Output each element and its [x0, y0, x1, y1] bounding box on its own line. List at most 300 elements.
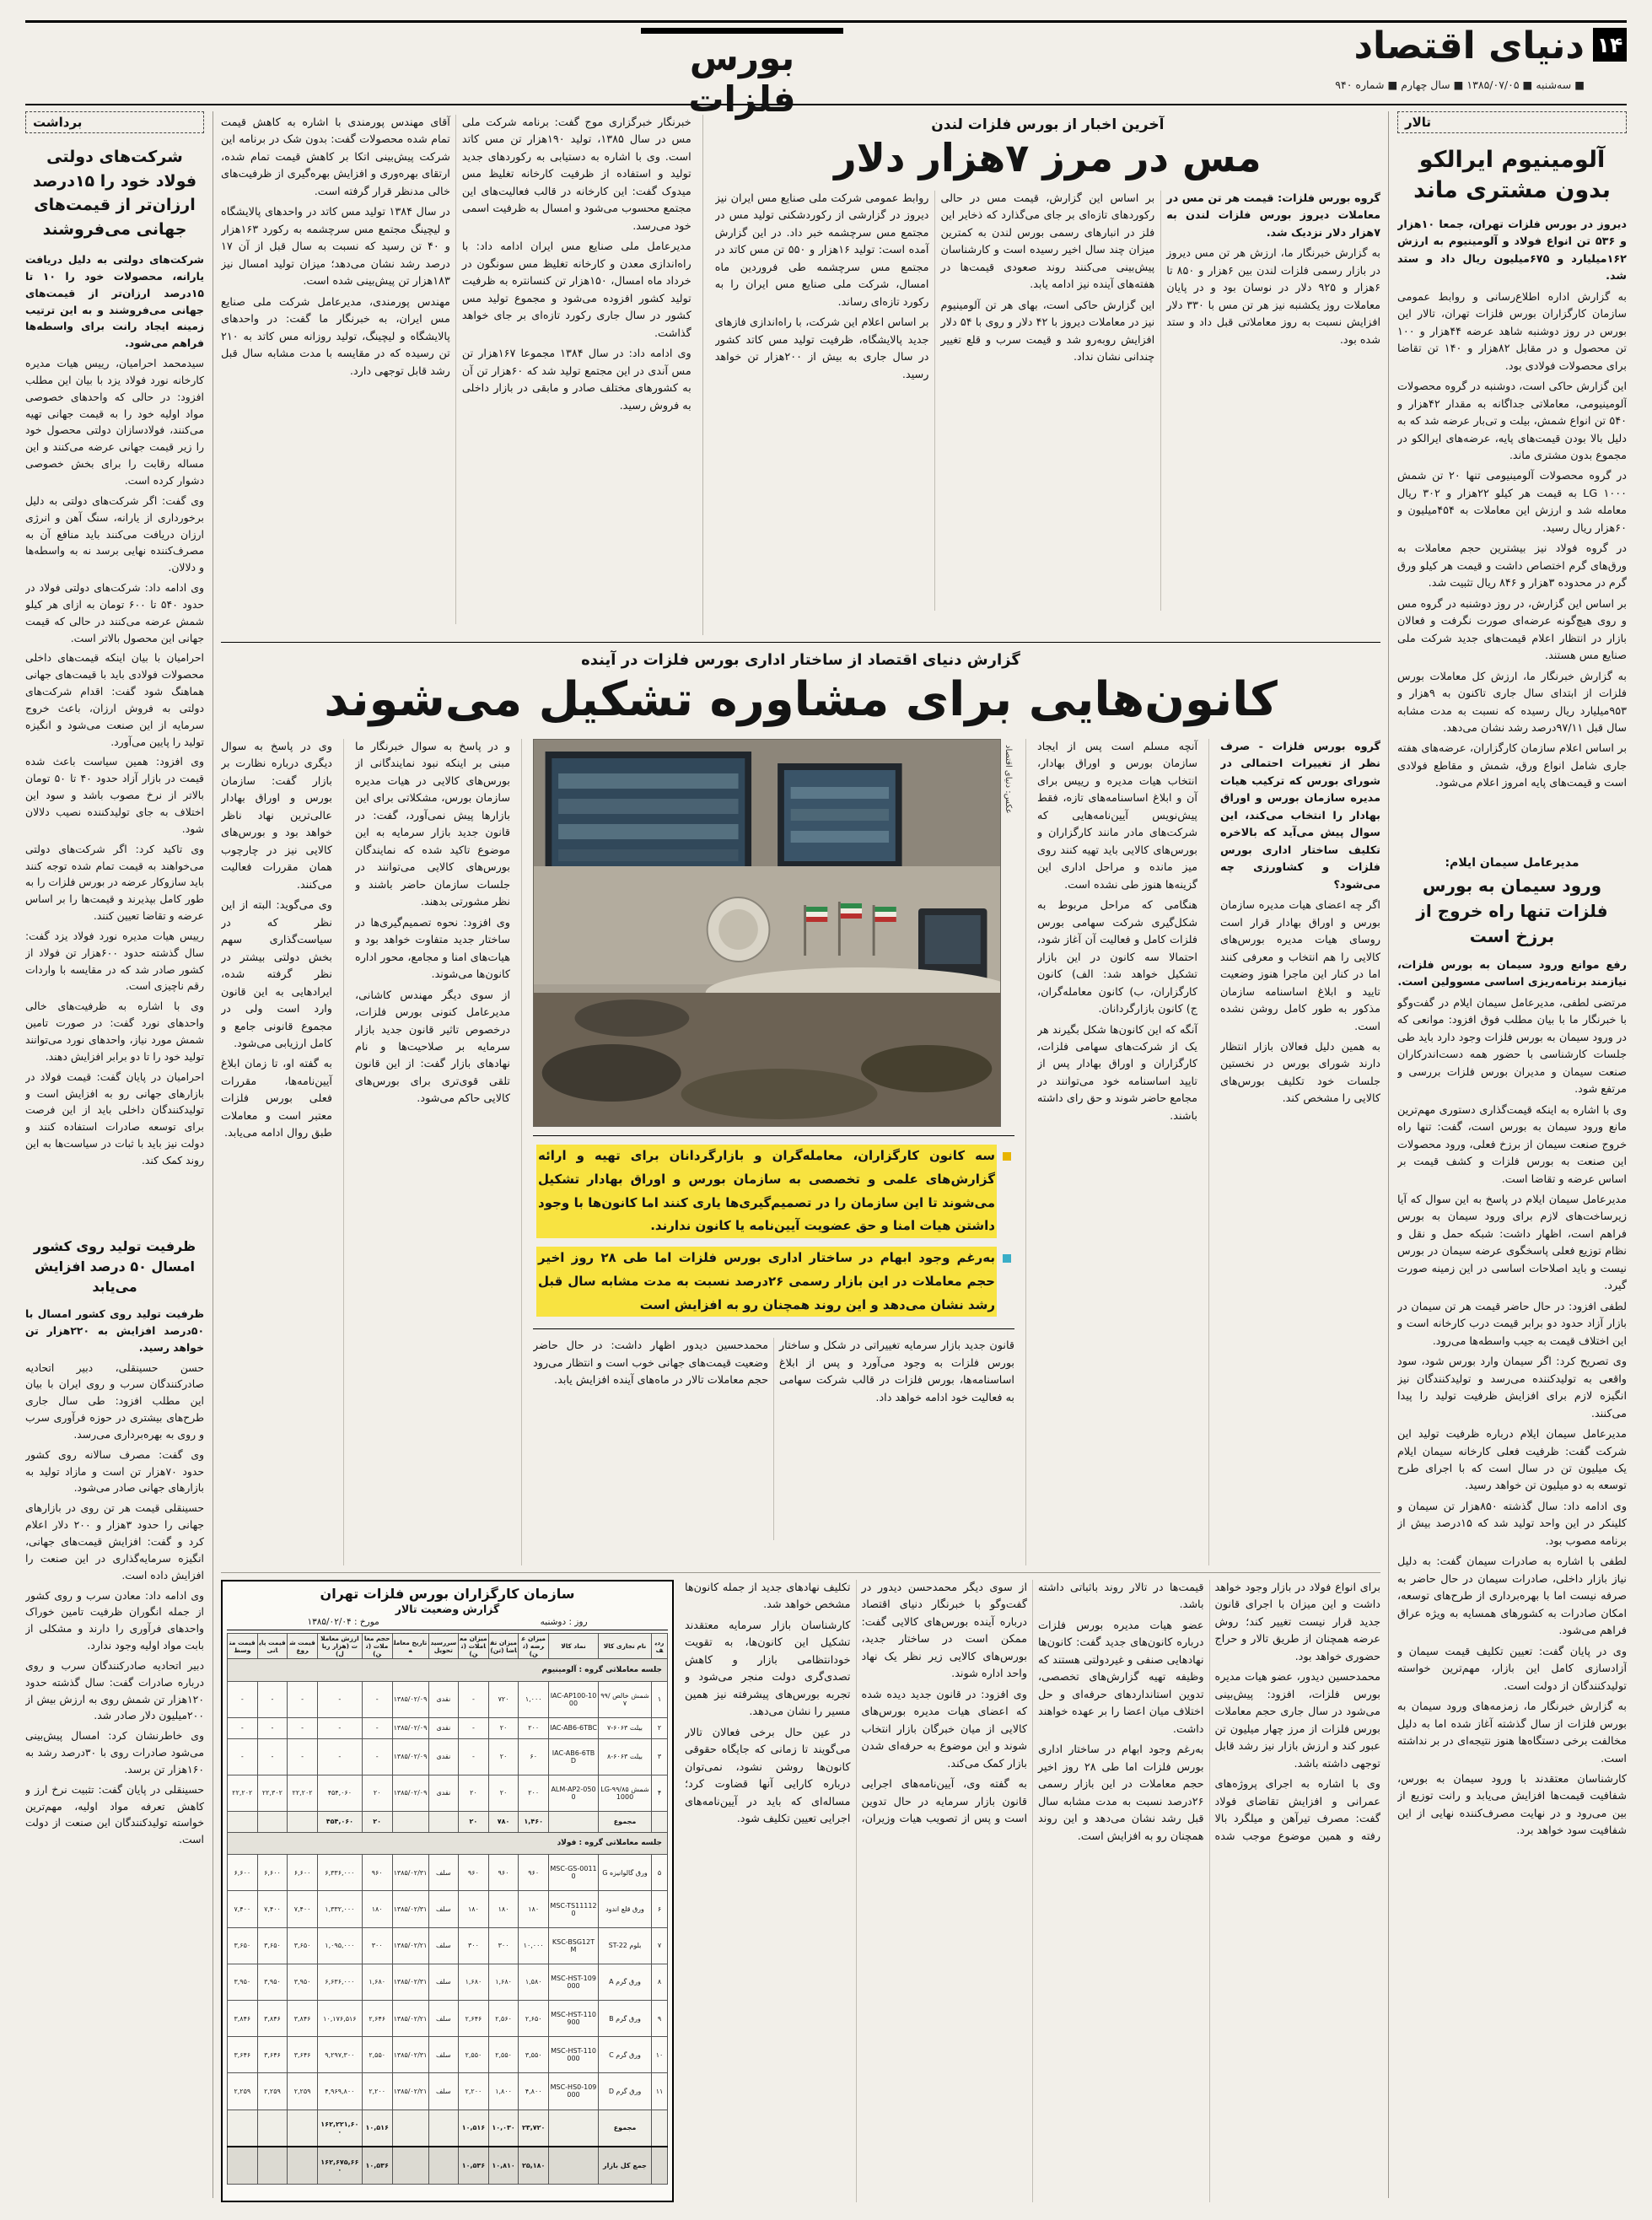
table-cell: جمع کل بازار	[599, 2147, 652, 2184]
kanon-column-2	[1037, 739, 1209, 1565]
column-header: ارزش معاملات (هزار ریال)	[317, 1634, 362, 1659]
column-header: حجم معاملات (تن)	[362, 1634, 392, 1659]
paragraph: احرامیان در پایان گفت: قیمت فولاد در بازارهای جهانی رو به افزایش است و تولیدکنندگان داخلی باید از این فرصت برای توسعه صادرات استفاده کنند و دولت نیز باید با ثبات در سیاست‌ها به این روند کمک کند.	[25, 1070, 204, 1167]
table-cell: ۲۰۰	[519, 1775, 549, 1811]
paragraph: حسینقلی قیمت هر تن روی در بازارهای جهانی را حدود ۳هزار و ۲۰۰ دلار اعلام کرد و گفت: افزایش قیمت‌های جهانی، انگیزه سرمایه‌گذاری در این صنعت را افزایش داده است.	[25, 1501, 204, 1581]
table-cell: ۲۰	[459, 1811, 489, 1832]
table-cell: ورق گرم A	[599, 1964, 652, 2000]
table-cell: -	[362, 1717, 392, 1738]
table-cell: ۶۰	[519, 1738, 549, 1775]
table-cell: ۷۸۰	[488, 1811, 519, 1832]
talar-article2-body	[1397, 957, 1627, 2198]
table-cell: ۱,۶۸۰	[488, 1964, 519, 2000]
table-cell: ۳,۹۵۰	[228, 1964, 258, 2000]
paragraph: وی تاکید کرد: اگر شرکت‌های دولتی می‌خواهند به قیمت تمام شده توجه کنند باید سازوکار عرضه در بورس فلزات را به طور کامل بپذیرند و قیمت‌ها را بر اساس عرضه و تقاضا تعیین کنند.	[25, 842, 204, 923]
table-cell: ۴	[652, 1775, 668, 1811]
table-cell: سلف	[428, 1891, 459, 1927]
table-cell: ۳,۶۵۰	[228, 1927, 258, 1964]
table-cell: ۳,۶۴۶	[288, 2037, 318, 2073]
paragraph: حسن حسینقلی، دبیر اتحادیه صادرکنندگان سرب و روی ایران با بیان این مطلب افزود: طی سال جاری طرح‌های بیشتری در حوزه فرآوری سرب و روی به بهره‌برداری می‌رسد.	[25, 1361, 204, 1441]
table-cell: سلف	[428, 1927, 459, 1964]
paragraph: وی ادامه داد: در سال ۱۳۸۴ مجموعا ۱۶۷هزار تن مس آندی در این مجتمع تولید شد که ۶۰هزار تن آن به کشورهای مختلف صادر و مابقی در بازار داخلی به فروش رسید.	[461, 348, 691, 412]
paragraph: این گزارش حاکی است، بهای هر تن آلومینیوم نیز در معاملات دیروز با ۴۲ دلار و روی با ۵۴ دلار افزایش روبه‌رو شد و قیمت سرب و قلع تغییر چندانی نشان نداد.	[940, 299, 1155, 364]
table-cell	[428, 1811, 459, 1832]
paragraph: وی ادامه داد: معادن سرب و روی کشور از جمله انگوران ظرفیت تامین خوراک واحدهای فرآوری را دارند و مشکلی از بابت مواد اولیه وجود ندارد.	[25, 1588, 204, 1652]
kanon-column-1	[1220, 739, 1380, 1565]
paragraph: ظرفیت تولید روی کشور امسال با ۵۰درصد افزایش به ۲۲۰هزار تن خواهد رسید.	[25, 1307, 204, 1354]
paragraph: بر اساس اعلام این شرکت، با راه‌اندازی فازهای جدید پالایشگاه، ظرفیت تولید مس کاتد کشور در سال جاری به بیش از ۲۰۰هزار تن خواهد رسید.	[714, 316, 929, 381]
table-cell: ۹۶۰	[488, 1855, 519, 1891]
table-cell: ۱۰,۸۱۰	[488, 2147, 519, 2184]
market-table	[227, 1633, 668, 2185]
paragraph: به همین دلیل فعالان بازار انتظار دارند شورای بورس در نخستین جلسات خود تکلیف بورس‌های کالایی را مشخص کند.	[1220, 1040, 1380, 1106]
table-cell	[652, 1811, 668, 1832]
paragraph: این گزارش حاکی است، دوشنبه در گروه محصولات آلومینیومی، معاملاتی جداگانه به مقدار ۴۲هزار و ۵۴۰ تن انواع شمش، بیلت و تی‌بار عرضه شد که به دلیل بالا بودن قیمت‌های پایه، عرضه‌های ایرالکو در مجموع بدون مشتری ماند.	[1397, 380, 1627, 462]
paragraph: قانون جدید بازار سرمایه تغییراتی در شکل و ساختار بورس فلزات به وجود می‌آورد و پس از ابلاغ اساسنامه‌ها، بورس فلزات در قالب شرکت سهامی به فعالیت خود ادامه خواهد داد.	[779, 1339, 1014, 1404]
table-cell: ۲,۶۵۰	[519, 2000, 549, 2036]
table-cell: -	[228, 1738, 258, 1775]
table-cell: ۶,۶۳۶,۰۰۰	[317, 1964, 362, 2000]
bullet-icon	[1003, 1152, 1011, 1161]
table-cell: ۱۰,۵۱۶	[459, 2110, 489, 2147]
table-cell: ۲,۲۰۰	[459, 2073, 489, 2110]
table-cell: ورق گرم C	[599, 2037, 652, 2073]
paragraph: به گزارش خبرنگار ما، ارزش هر تن مس دیروز در بازار رسمی فلزات لندن بین ۶هزار و ۸۵۰ تا ۶هزار و ۹۲۵ دلار در نوسان بود و در پایان معاملات روز یکشنبه نیز هر تن مس با ۳۳۰ دلار افزایش نسبت به روز معاملاتی قبل داد و ستد شده بود.	[1166, 247, 1380, 347]
paragraph: در گروه فولاد نیز بیشترین حجم معاملات به ورق‌های گرم اختصاص داشت و قیمت هر کیلو ورق گرم در محدوده ۳هزار و ۸۴۶ ریال تثبیت شد.	[1397, 542, 1627, 590]
table-row	[228, 2037, 668, 2073]
kanon-column-4	[221, 739, 344, 1565]
table-cell	[428, 2110, 459, 2147]
table-cell: ۱۳۸۵/۰۲/۳۱	[392, 1855, 428, 1891]
group-label: جلسه معاملاتی گروه : آلومینیوم	[228, 1659, 668, 1682]
paragraph: بر اساس اعلام سازمان کارگزاران، عرضه‌های هفته جاری شامل انواع ورق، شمش و مقاطع فولادی است و قیمت‌های پایه امروز اعلام می‌شود.	[1397, 742, 1627, 790]
table-cell: -	[459, 1681, 489, 1717]
market-table-head	[228, 1634, 668, 1659]
table-cell: ۱۸۰	[362, 1891, 392, 1927]
total-row	[228, 1811, 668, 1832]
paragraph: محمدحسین دیدور اظهار داشت: در حال حاضر وضعیت قیمت‌های جهانی خوب است و انتظار می‌رود حجم معاملات تالار در ماه‌های آینده افزایش یابد.	[533, 1339, 768, 1388]
table-cell: -	[257, 1717, 288, 1738]
table-cell: ۷,۴۰۰	[288, 1891, 318, 1927]
table-cell: ۹,۲۹۷,۳۰۰	[317, 2037, 362, 2073]
table-cell: ۲,۶۴۶	[459, 2000, 489, 2036]
paragraph: آنگه که این کانون‌ها شکل بگیرند هر یک از شرکت‌های سهامی فلزات، کارگزاران و اوراق بهادار پس از تایید اساسنامه خود می‌توانند در مجامع حاضر شوند و حق رای داشته باشند.	[1037, 1023, 1197, 1123]
table-cell: ۳۰۰	[362, 1927, 392, 1964]
table-cell: مجموع	[599, 2110, 652, 2147]
table-cell: ۸	[652, 1964, 668, 2000]
table-row	[228, 1681, 668, 1717]
paragraph: آقای مهندس پورمندی با اشاره به کاهش قیمت تمام شده محصولات گفت: بدون شک در برنامه این شرکت پیش‌بینی اتکا بر کاهش قیمت تمام شده، ارتقای بهره‌وری و افزایش بهره‌گیری از ظرفیت‌های خالی مدنظر قرار گرفته است.	[221, 116, 450, 198]
market-table-titles	[227, 1586, 668, 1630]
column-header: سررسید تحویل	[428, 1634, 459, 1659]
table-cell: ۱۸۰	[459, 1891, 489, 1927]
table-cell: -	[228, 1681, 258, 1717]
paragraph: به‌رغم وجود ابهام در ساختار اداری بورس فلزات اما طی ۲۸ روز اخیر حجم معاملات در این بازار رسمی ۲۶درصد نسبت به مدت مشابه سال قبل رشد نشان می‌دهد و این روند همچنان رو به افزایش است.	[1038, 1743, 1204, 1843]
paragraph: دبیر اتحادیه صادرکنندگان سرب و روی درباره صادرات گفت: سال گذشته حدود ۱۲۰هزار تن شمش روی به ارزش بیش از ۲۰۰میلیون دلار صادر شد.	[25, 1658, 204, 1722]
page-number: ۱۴	[1593, 28, 1627, 62]
highlight-paragraph	[536, 1145, 1011, 1238]
table-cell: ۱۳۸۵/۰۲/۳۱	[392, 1891, 428, 1927]
table-cell: مجموع	[599, 1811, 652, 1832]
table-cell: سلف	[428, 2073, 459, 2110]
market-date: مورخ : ۱۳۸۵/۰۲/۰۴	[307, 1617, 379, 1627]
paragraph: گروه بورس فلزات: قیمت هر تن مس در معاملات دیروز بورس فلزات لندن به ۷هزار دلار نزدیک شد.	[1166, 192, 1380, 240]
market-date-row	[227, 1617, 668, 1627]
table-cell	[257, 2147, 288, 2184]
table-cell: ورق قلع اندود	[599, 1891, 652, 1927]
table-cell: ۱۰,۵۱۶	[362, 2110, 392, 2147]
table-cell: ۲۲,۲۰۲	[228, 1775, 258, 1811]
table-cell: بیلت ۶۰۶۳-۸	[599, 1738, 652, 1775]
table-cell: ۲,۵۶۰	[488, 2000, 519, 2036]
table-cell: ۱,۰۹۵,۰۰۰	[317, 1927, 362, 1964]
highlight-box	[533, 1135, 1014, 1329]
column-header: ردیف	[652, 1634, 668, 1659]
table-cell	[392, 2147, 428, 2184]
table-cell: ۳۰۰	[488, 1927, 519, 1964]
total-row	[228, 2110, 668, 2147]
copper-title: مس در مرز ۷هزار دلار	[834, 135, 1262, 181]
table-cell: ۱۳۸۵/۰۲/۲۱	[392, 1927, 428, 1964]
table-cell	[652, 2110, 668, 2147]
table-cell: ۲۵,۱۸۰	[519, 2147, 549, 2184]
table-cell: ۳,۸۴۶	[228, 2000, 258, 2036]
paragraph: وی افزود: نحوه تصمیم‌گیری‌ها در ساختار جدید متفاوت خواهد بود و هیات‌های امنا و مجامع، محور اداره کانون‌ها می‌شوند.	[355, 916, 510, 982]
section-title: بورس فلزات	[641, 28, 843, 120]
paragraph: در سال ۱۳۸۴ تولید مس کاتد در واحدهای پالایشگاه و لیچینگ مجتمع مس سرچشمه به رکورد ۱۶۳هزار و ۴۰ تن رسید که نسبت به سال قبل از آن ۱۷ درصد رشد نشان می‌دهد؛ میزان تولید امسال نیز ۱۸۳هزار تن پیش‌بینی شده است.	[221, 206, 450, 288]
table-row	[228, 1964, 668, 2000]
table-cell	[257, 2110, 288, 2147]
center-area	[213, 111, 1389, 2198]
column-header: نام تجاری کالا	[599, 1634, 652, 1659]
paragraph: سیدمحمد احرامیان، رییس هیات مدیره کارخانه نورد فولاد یزد با بیان این مطلب افزود: در حالی که واحدهای خصوصی مواد اولیه خود را به قیمت جهانی تهیه می‌کنند، فولادسازان دولتی محصول خود را زیر قیمت جهانی عرضه می‌کنند و این مساله رقابت را برای بخش خصوصی دشوار کرده است.	[25, 357, 204, 487]
table-cell: ۳,۹۵۰	[288, 1964, 318, 2000]
table-cell: ۲۰	[362, 1775, 392, 1811]
table-cell: ۹	[652, 2000, 668, 2036]
copper-kicker: آخرین اخبار از بورس فلزات لندن	[931, 116, 1165, 133]
table-cell	[228, 2110, 258, 2147]
table-cell: ۱,۶۸۰	[362, 1964, 392, 2000]
table-cell: ۳,۶۵۰	[257, 1927, 288, 1964]
table-cell: ۱,۴۶۰	[519, 1811, 549, 1832]
table-cell: نقدی	[428, 1717, 459, 1738]
table-cell: ۷	[652, 1927, 668, 1964]
paragraph: وی در پاسخ به سوال دیگری درباره نظارت بر بازار گفت: سازمان بورس و اوراق بهادار عالی‌ترین نهاد ناظر خواهد بود و بورس‌های کالایی نیز در چارچوب همان مقررات فعالیت می‌کنند.	[221, 741, 332, 892]
table-cell: ۷,۴۰۰	[228, 1891, 258, 1927]
table-cell: ۳,۶۵۰	[288, 1927, 318, 1964]
table-cell: ۱۳۸۵/۰۲/۲۱	[392, 2073, 428, 2110]
paragraph: در گروه محصولات آلومینیومی تنها ۲۰ تن شمش LG ۱۰۰۰ به قیمت هر کیلو ۲۲هزار و ۳۰۲ ریال معامله شد و ارزش این معاملات به ۴۵۴میلیون و ۶۰هزار ریال رسید.	[1397, 470, 1627, 535]
copper-article	[221, 111, 1380, 643]
table-cell: ۳,۶۴۶	[228, 2037, 258, 2073]
table-cell: بلوم ST-22	[599, 1927, 652, 1964]
meeting-room-photo	[533, 739, 1013, 1127]
table-row	[228, 1927, 668, 1964]
table-row	[228, 1717, 668, 1738]
table-cell: ورق گالوانیزه G	[599, 1855, 652, 1891]
table-cell	[549, 2110, 599, 2147]
tab-bardasht: برداشت	[25, 111, 204, 133]
paragraph: به گزارش اداره اطلاع‌رسانی و روابط عمومی سازمان کارگزاران بورس فلزات تهران، تالار این بورس در روز دوشنبه شاهد عرضه ۴۴هزار و ۱۰۰ تن محصول و در مقابل ۸۲هزار و ۱۴۰ تن تقاضا برای محصولات فولادی بود.	[1397, 290, 1627, 373]
newspaper-logo: دنیای اقتصاد	[1353, 24, 1585, 67]
highlight-text: سه کانون کارگزاران، معامله‌گران و بازارگردانان برای تهیه و ارائه گزارش‌های علمی و تخصصی به سازمان بورس و اوراق بهادار تشکیل می‌شوند تا این سازمان را در تصمیم‌گیری‌ها یاری کنند اما کانون‌ها با وجود داشتن هیات امنا و حق عضویت آیین‌نامه یا کانون ندارند.	[536, 1145, 997, 1238]
table-cell: -	[257, 1681, 288, 1717]
table-cell: ۳,۹۵۰	[257, 1964, 288, 2000]
table-cell: ۷,۴۰۰	[257, 1891, 288, 1927]
table-cell: ۲۰	[488, 1738, 519, 1775]
table-cell: ۱۰,۱۷۶,۵۱۶	[317, 2000, 362, 2036]
table-cell: ۲,۲۵۹	[257, 2073, 288, 2110]
table-cell: ۴۵۴,۰۶۰	[317, 1811, 362, 1832]
paragraph: شرکت‌های دولتی به دلیل دریافت یارانه، محصولات خود را ۱۰ تا ۱۵درصد ارزان‌تر از قیمت‌های جهانی می‌فروشند و به این ترتیب زمینه ایجاد رانت برای واسطه‌ها فراهم می‌شود.	[25, 253, 204, 350]
bullet-icon	[1003, 1254, 1011, 1263]
market-table-body	[228, 1659, 668, 2185]
paragraph: روابط عمومی شرکت ملی صنایع مس ایران نیز دیروز در گزارشی از رکوردشکنی تولید مس در مجتمع مس سرچشمه خبر داد. در این گزارش آمده است: تولید ۱۶هزار و ۵۵۰ تن مس کاتد در مجتمع مس سرچشمه طی فروردین ماه امسال، شرکت ملی صنایع مس ایران را به رکورد تازه‌ای رساند.	[714, 192, 929, 309]
table-cell: ۱۶۲,۶۷۵,۶۶۰	[317, 2147, 362, 2184]
paragraph: به گفته وی، آیین‌نامه‌های اجرایی قانون بازار سرمایه در حال تدوین است و پس از تصویب هیات وزیران، تکلیف نهادهای جدید از جمله کانون‌ها مشخص خواهد شد.	[685, 1581, 1027, 1826]
table-row	[228, 2073, 668, 2110]
paragraph: مرتضی لطفی، مدیرعامل سیمان ایلام در گفت‌وگو با خبرنگار ما با بیان مطلب فوق افزود: موانعی که در ورود سیمان به بورس فلزات وجود دارد باید طی جلسات کارشناسی با حضور همه دست‌اندرکاران صنعت سیمان و مدیران بورس فلزات بررسی و مرتفع شود.	[1397, 996, 1627, 1097]
paragraph: اگر چه اعضای هیات مدیره سازمان بورس و اوراق بهادار قرار است روسای هیات مدیره بورس‌های کالایی را هم انتخاب و معرفی کنند اما در کنار این ماجرا هنوز وضعیت تایید و ابلاغ اساسنامه سازمان مذکور به طور کامل روشن نشده است.	[1220, 899, 1380, 1033]
paragraph: وی افزود: همین سیاست باعث شده قیمت در بازار آزاد حدود ۴۰ تا ۵۰ تومان بالاتر از نرخ مصوب باشد و سود این اختلاف به جای تولیدکننده نصیب دلالان شود.	[25, 755, 204, 835]
table-cell: -	[288, 1717, 318, 1738]
table-cell: -	[459, 1738, 489, 1775]
table-cell: ۲۲,۲۰۲	[288, 1775, 318, 1811]
paragraph: گروه بورس فلزات - صرف نظر از تغییرات احتمالی در شورای بورس که ترکیب هیات مدیره سازمان بورس و اوراق بهادار را انتخاب می‌کند، این سوال پیش می‌آید که بالاخره تکلیف ساختار اداری بورس فلزات و کشاورزی چه می‌شود؟	[1220, 741, 1380, 892]
column-header: تاریخ معامله	[392, 1634, 428, 1659]
table-cell: ۶,۶۰۰	[288, 1855, 318, 1891]
table-cell: ۶,۶۰۰	[228, 1855, 258, 1891]
market-subtitle: گزارش وضعیت تالار	[395, 1603, 500, 1615]
paragraph: وی در پایان گفت: تعیین تکلیف قیمت سیمان و آزادسازی کامل این بازار، مهم‌ترین خواسته تولیدکنندگان از دولت است.	[1397, 1645, 1627, 1693]
table-cell: -	[288, 1681, 318, 1717]
paragraph: هنگامی که مراحل مربوط به شکل‌گیری شرکت سهامی بورس فلزات کامل و فعالیت آن آغاز شود، احتمالا سه کانون در این بازار تشکیل خواهد شد: الف) کانون کارگزاران، ب) کانون معامله‌گران، ج) کانون بازارگردانان.	[1037, 899, 1197, 1016]
table-row	[228, 1738, 668, 1775]
paragraph: و در پاسخ به سوال خبرنگار ما مبنی بر اینکه نبود نمایندگانی از بورس‌های کالایی در هیات مدیره سازمان بورس، مشکلاتی برای این بازارها پیش نمی‌آورد، گفت: در قانون جدید بازار سرمایه به این موضوع تاکید شده که نمایندگان بورس‌های کالایی می‌توانند در جلسات سازمان حاضر باشند و نظر مشورتی بدهند.	[355, 741, 510, 909]
table-cell: -	[228, 1717, 258, 1738]
table-cell: KSC-BSG12TM	[549, 1927, 599, 1964]
paragraph: مدیرعامل ملی صنایع مس ایران ادامه داد: با راه‌اندازی معدن و کارخانه تغلیظ مس سونگون در خرداد ماه امسال، ۱۵۰هزار تن کنسانتره به ظرفیت تولید کشور افزوده می‌شود و مجموع تولید مس کشور در سال جاری رکورد تازه‌ای بر جای خواهد گذاشت.	[461, 240, 691, 340]
table-cell: ۱۳۸۵/۰۲/۳۱	[392, 2037, 428, 2073]
paragraph: احرامیان با بیان اینکه قیمت‌های داخلی محصولات فولادی باید با قیمت‌های جهانی هماهنگ شود گفت: اقدام شرکت‌های دولتی به فروش ارزان، باعث خروج سرمایه از این صنعت می‌شود و انگیزه تولید را پایین می‌آورد.	[25, 651, 204, 748]
table-cell: ۹۶۰	[459, 1855, 489, 1891]
table-cell	[288, 2110, 318, 2147]
highlight-text: به‌رغم وجود ابهام در ساختار اداری بورس فلزات اما طی ۲۸ روز اخیر حجم معاملات در این بازار رسمی ۲۶درصد نسبت به مدت مشابه سال قبل رشد نشان می‌دهد و این روند همچنان رو به افزایش است	[536, 1247, 997, 1317]
table-cell: سلف	[428, 2000, 459, 2036]
paragraph: بر اساس این گزارش، قیمت مس در حالی رکوردهای تازه‌ای بر جای می‌گذارد که ذخایر این فلز در انبارهای رسمی بورس لندن به کمترین میزان چند سال اخیر رسیده است و کارشناسان پیش‌بینی می‌کنند روند صعودی قیمت‌ها در هفته‌های آینده نیز ادامه یابد.	[940, 192, 1155, 292]
table-cell: ۲۲,۳۰۲	[257, 1775, 288, 1811]
table-cell	[228, 1811, 258, 1832]
kanon-kicker: گزارش دنیای اقتصاد از ساختار اداری بورس فلزات در آینده	[581, 651, 1020, 669]
paragraph: مهندس پورمندی، مدیرعامل شرکت ملی صنایع مس ایران، به خبرنگار ما گفت: در واحدهای پالایشگاه و لیچینگ، تولید روزانه مس کاتد به ۲۱۰ تن رسیده که در مقایسه با مدت مشابه سال قبل رشد قابل توجهی دارد.	[221, 295, 450, 378]
table-cell: ۱۳۸۵/۰۲/۲۱	[392, 2000, 428, 2036]
table-cell: شمش خالص ۹۹/۷	[599, 1681, 652, 1717]
kanon-article-head	[221, 643, 1380, 734]
table-cell: ۲۰	[362, 1811, 392, 1832]
kanon-content-row	[221, 739, 1380, 1565]
market-org-title: سازمان کارگزاران بورس فلزات تهران	[320, 1586, 575, 1602]
tab-talar: تالار	[1397, 111, 1627, 133]
highlight-paragraph	[536, 1247, 1011, 1317]
column-header: نماد کالا	[549, 1634, 599, 1659]
column-header: قیمت متوسط	[228, 1634, 258, 1659]
table-cell	[288, 1811, 318, 1832]
paragraph: عضو هیات مدیره بورس فلزات درباره کانون‌های جدید گفت: کانون‌ها نهادهایی صنفی و غیردولتی هستند که وظیفه تهیه گزارش‌های تخصصی، تدوین استانداردهای حرفه‌ای و حل اختلاف میان اعضا را بر عهده خواهند داشت.	[1038, 1619, 1204, 1736]
table-cell	[228, 2147, 258, 2184]
kanon-below-photo-text	[533, 1338, 1014, 1540]
table-cell: ورق گرم D	[599, 2073, 652, 2110]
table-cell: ۱۳۸۵/۰۲/۳۱	[392, 1964, 428, 2000]
table-cell: ۱,۶۸۰	[459, 1964, 489, 2000]
paragraph: وی گفت: مصرف سالانه روی کشور حدود ۷۰هزار تن است و مازاد تولید به بازارهای جهانی صادر می‌شود.	[25, 1447, 204, 1495]
table-cell: MSC-HST-109000	[549, 1964, 599, 2000]
table-cell: ۹۶۰	[519, 1855, 549, 1891]
table-cell: ۲,۲۵۹	[228, 2073, 258, 2110]
paragraph: مدیرعامل سیمان ایلام در پاسخ به این سوال که آیا زیرساخت‌های لازم برای ورود سیمان به بورس فراهم است، اظهار داشت: شبکه حمل و نقل و نظام توزیع فعلی پاسخگوی عرضه سیمان در بورس نیست و باید اصلاحات اساسی در این زمینه صورت گیرد.	[1397, 1193, 1627, 1293]
table-cell: ۴۵۴,۰۶۰	[317, 1775, 362, 1811]
table-cell: نقدی	[428, 1775, 459, 1811]
table-cell	[392, 2110, 428, 2147]
table-cell: ۳,۶۴۶	[257, 2037, 288, 2073]
table-cell: ۱,۳۳۲,۰۰۰	[317, 1891, 362, 1927]
group-header-row	[228, 1659, 668, 1682]
photo-caption: عکس: دنیای اقتصاد	[1004, 745, 1013, 814]
table-cell: -	[362, 1681, 392, 1717]
column-bardasht	[25, 111, 204, 2198]
bardasht-body-1	[25, 251, 204, 1228]
table-cell: ۱۳۸۵/۰۲/۰۹	[392, 1775, 428, 1811]
copper-article-head	[715, 115, 1380, 635]
table-cell: ۱۳۸۵/۰۲/۰۹	[392, 1717, 428, 1738]
table-cell: ۲۰۰	[519, 1717, 549, 1738]
table-cell: IAC-AP100-1000	[549, 1681, 599, 1717]
table-cell: ورق گرم B	[599, 2000, 652, 2036]
table-cell	[549, 1811, 599, 1832]
table-cell: ۲	[652, 1717, 668, 1738]
table-cell	[257, 1811, 288, 1832]
table-cell: سلف	[428, 1855, 459, 1891]
grand-row	[228, 2147, 668, 2184]
table-cell: ۱	[652, 1681, 668, 1717]
copper-body-columns	[221, 115, 691, 624]
table-cell: ۲,۲۵۹	[288, 2073, 318, 2110]
table-cell: نقدی	[428, 1738, 459, 1775]
paragraph: در عین حال برخی فعالان تالار می‌گویند تا زمانی که جایگاه حقوقی کانون‌ها روشن نشود، نمی‌توان درباره کارایی آنها قضاوت کرد؛ مساله‌ای که باید در آیین‌نامه‌های اجرایی تعیین تکلیف شود.	[685, 1726, 851, 1826]
table-cell: ۲۰	[459, 1775, 489, 1811]
paragraph: کارشناسان بازار سرمایه معتقدند تشکیل این کانون‌ها، به تقویت خودانتظامی بازار و کاهش تصدی‌گری دولت منجر می‌شود و تجربه بورس‌های پیشرفته نیز همین مسیر را نشان می‌دهد.	[685, 1619, 851, 1719]
table-cell: نقدی	[428, 1681, 459, 1717]
table-cell: ۵	[652, 1855, 668, 1891]
table-cell: بیلت ۶۰۶۳-۷	[599, 1717, 652, 1738]
table-row	[228, 2000, 668, 2036]
column-header: قیمت شروع	[288, 1634, 318, 1659]
table-cell: ۱,۰۰۰	[519, 1681, 549, 1717]
kanon-title: کانون‌هایی برای مشاوره تشکیل می‌شوند	[324, 672, 1278, 727]
column-header: میزان عرضه (تن)	[519, 1634, 549, 1659]
column-talar	[1397, 111, 1627, 2198]
table-cell: سلف	[428, 2037, 459, 2073]
table-cell: MSC-TS111120	[549, 1891, 599, 1927]
bardasht-subhead: ظرفیت تولید روی کشور امسال ۵۰ درصد افزایش می‌یابد	[33, 1238, 196, 1295]
paragraph: وی تصریح کرد: اگر سیمان وارد بورس شود، سود واقعی به تولیدکننده می‌رسد و تولیدکنندگان نیز انگیزه لازم برای افزایش ظرفیت تولید را پیدا می‌کنند.	[1397, 1355, 1627, 1420]
page-header	[25, 20, 1627, 120]
paragraph: وی گفت: اگر شرکت‌های دولتی به دلیل برخورداری از یارانه، سنگ آهن و انرژی ارزان دریافت می‌کنند باید منافع آن به مصرف‌کننده نهایی برسد نه به واسطه‌ها و دلالان.	[25, 493, 204, 574]
talar-article1-title: آلومینیوم ایرالکو بدون مشتری ماند	[1413, 147, 1611, 204]
table-cell: MSC-GS-00110	[549, 1855, 599, 1891]
photo-illustration	[534, 740, 1000, 1126]
copper-article-continuation	[221, 115, 703, 635]
kanon-middle-block	[533, 739, 1026, 1565]
copper-lead-columns	[715, 191, 1380, 611]
paragraph: بر اساس این گزارش، در روز دوشنبه در گروه مس و روی هیچ‌گونه عرضه‌ای صورت نگرفت و فعالان بازار در انتظار اعلام قیمت‌های جدید شرکت ملی صنایع مس هستند.	[1397, 597, 1627, 663]
talar-article2-kicker: مدیرعامل سیمان ایلام:	[1445, 855, 1579, 870]
table-row	[228, 1891, 668, 1927]
table-cell: ۶,۶۰۰	[257, 1855, 288, 1891]
table-cell: ۱۰,۵۳۶	[362, 2147, 392, 2184]
paragraph: وی ادامه داد: سال گذشته ۸۵۰هزار تن سیمان و کلینکر در این واحد تولید شد که ۱۵درصد بیش از برنامه مصوب بود.	[1397, 1500, 1627, 1548]
paragraph: از سوی دیگر محمدحسن دیدور در گفت‌وگو با خبرنگار دنیای اقتصاد درباره آینده بورس‌های کالایی گفت: ممکن است در ساختار جدید، بورس‌های کالایی زیر نظر یک نهاد واحد اداره شوند.	[861, 1581, 1027, 1681]
table-cell: -	[362, 1738, 392, 1775]
table-cell: -	[459, 1717, 489, 1738]
talar-article1-body	[1397, 217, 1627, 843]
table-cell: -	[288, 1738, 318, 1775]
table-cell: -	[317, 1738, 362, 1775]
paragraph: وی با اشاره به ظرفیت‌های خالی واحدهای نورد گفت: در صورت تامین شمش مورد نیاز، واحدهای نورد می‌توانند تولید خود را تا دو برابر افزایش دهند.	[25, 1000, 204, 1063]
paragraph: وی خاطرنشان کرد: امسال پیش‌بینی می‌شود صادرات روی با ۳۰درصد رشد به ۱۶۰هزار تن برسد.	[25, 1729, 204, 1775]
paragraph: به گزارش خبرنگار ما، ارزش کل معاملات بورس فلزات از ابتدای سال جاری تاکنون به ۹هزار و ۹۵۳میلیارد ریال رسیده که نسبت به مدت مشابه سال قبل ۹۷/۱۱درصد رشد نشان می‌دهد.	[1397, 670, 1627, 735]
table-cell: MSC-HST-110000	[549, 2037, 599, 2073]
paragraph: از سوی دیگر مهندس کاشانی، مدیرعامل کنونی بورس فلزات، درخصوص تاثیر قانون جدید بازار سرمایه بر صلاحیت‌ها و نام نهادهای بازار گفت: از این قانون تلقی قوی‌تری برای بورس‌های کالایی حاکم می‌شود.	[355, 989, 510, 1106]
table-cell: ۱۸۰	[488, 1891, 519, 1927]
paragraph: وی ادامه داد: شرکت‌های دولتی فولاد در حدود ۵۴۰ تا ۶۰۰ تومان به ازای هر کیلو شمش عرضه می‌کنند در حالی که قیمت جهانی این محصول بالاتر است.	[25, 581, 204, 644]
market-day: روز : دوشنبه	[540, 1617, 588, 1627]
paragraph: کارشناسان معتقدند با ورود سیمان به بورس، شفافیت قیمت‌ها افزایش می‌یابد و رانت توزیع از بین می‌رود و در نهایت مصرف‌کننده نهایی از این شفافیت سود خواهد برد.	[1397, 1772, 1627, 1838]
table-cell: ۲,۲۰۰	[362, 2073, 392, 2110]
talar-article2-title: ورود سیمان به بورس فلزات تنها راه خروج از برزخ است	[1416, 875, 1608, 946]
table-cell: ۱۳۸۵/۰۲/۰۹	[392, 1738, 428, 1775]
table-cell: ۹۶۰	[362, 1855, 392, 1891]
table-cell: سلف	[428, 1964, 459, 2000]
bardasht-body-2	[25, 1306, 204, 2198]
table-cell	[428, 2147, 459, 2184]
paragraph: دیروز در بورس فلزات تهران، جمعا ۱۰هزار و ۵۳۶ تن انواع فولاد و آلومینیوم به ارزش ۱۶۲میلیارد و ۶۷۵میلیون ریال داد و ستد شد.	[1397, 218, 1627, 283]
table-cell: ۷۲۰	[488, 1681, 519, 1717]
kanon-bottom-text	[685, 1580, 1380, 2202]
column-header: میزان معاملات (تن)	[460, 1635, 487, 1657]
paragraph: وی افزود: در قانون جدید دیده شده که اعضای هیات مدیره بورس‌های کالایی از میان خبرگان بازار انتخاب شوند و این موضوع به حرفه‌ای شدن بازار کمک می‌کند.	[861, 1688, 1027, 1770]
paragraph: به گزارش خبرنگار ما، زمزمه‌های ورود سیمان به بورس فلزات از سال گذشته آغاز شده اما به دلیل مخالفت برخی دستگاه‌ها هنوز نتیجه‌ای در بر نداشته است.	[1397, 1700, 1627, 1765]
table-cell: ۳	[652, 1738, 668, 1775]
group-label: جلسه معاملاتی گروه : فولاد	[228, 1832, 668, 1855]
group-header-row	[228, 1832, 668, 1855]
table-cell	[549, 2147, 599, 2184]
paragraph: وی با اشاره به اجرای پروژه‌های عمرانی و افزایش تقاضای فولاد گفت: مصرف تیرآهن و میلگرد بالا رفته و همین موضوع موجب شده قیمت‌ها در تالار روند باثباتی داشته باشد.	[1038, 1581, 1380, 1843]
table-cell: شمش ۹۹/۸۵-LG1000	[599, 1775, 652, 1811]
table-cell: -	[317, 1717, 362, 1738]
paragraph: محمدحسین دیدور، عضو هیات مدیره بورس فلزات، افزود: پیش‌بینی می‌شود در سال جاری حجم معاملات بورس فلزات از مرز چهار میلیون تن عبور کند و ارزش بازار نیز رشد قابل توجهی داشته باشد.	[1214, 1671, 1380, 1770]
table-cell: IAC-AB6-6TBD	[549, 1738, 599, 1775]
table-cell: ۳۰۰	[459, 1927, 489, 1964]
table-cell: ۱۰	[652, 2037, 668, 2073]
paragraph: لطفی با اشاره به صادرات سیمان گفت: به دلیل نیاز بازار داخلی، صادرات سیمان در حال حاضر به صرفه نیست اما با بهره‌برداری از طرح‌های توسعه، امکان صادرات به کشورهای همسایه به ویژه عراق فراهم می‌شود.	[1397, 1555, 1627, 1638]
paragraph: آنچه مسلم است پس از ایجاد سازمان بورس و اوراق بهادار، انتخاب هیات مدیره و رییس برای آن و ابلاغ اساسنامه‌های تازه، فقط پیش‌نویس آیین‌نامه‌هایی که شرکت‌های مادر مانند کارگزاران و بورس‌های کالایی باید تهیه کنند روی میز مانده و مراحل اداری این گزینه‌ها هنوز طی نشده است.	[1037, 741, 1197, 892]
paragraph: برای انواع فولاد در بازار وجود خواهد داشت و این میزان با اجرای قانون جدید قرار نیست تغییر کند؛ روش عرضه همچنان از طریق تالار و حراج حضوری خواهد بود.	[1214, 1581, 1380, 1663]
date-line: ■ سه‌شنبه ■ ۱۳۸۵/۰۷/۰۵ ■ سال چهارم ■ شماره ۹۴۰	[1335, 78, 1585, 91]
table-cell: ۲,۵۵۰	[488, 2037, 519, 2073]
table-cell: ۲,۵۵۰	[362, 2037, 392, 2073]
table-cell: ۱,۸۰۰	[488, 2073, 519, 2110]
table-cell: ۱۰,۵۳۶	[459, 2147, 489, 2184]
